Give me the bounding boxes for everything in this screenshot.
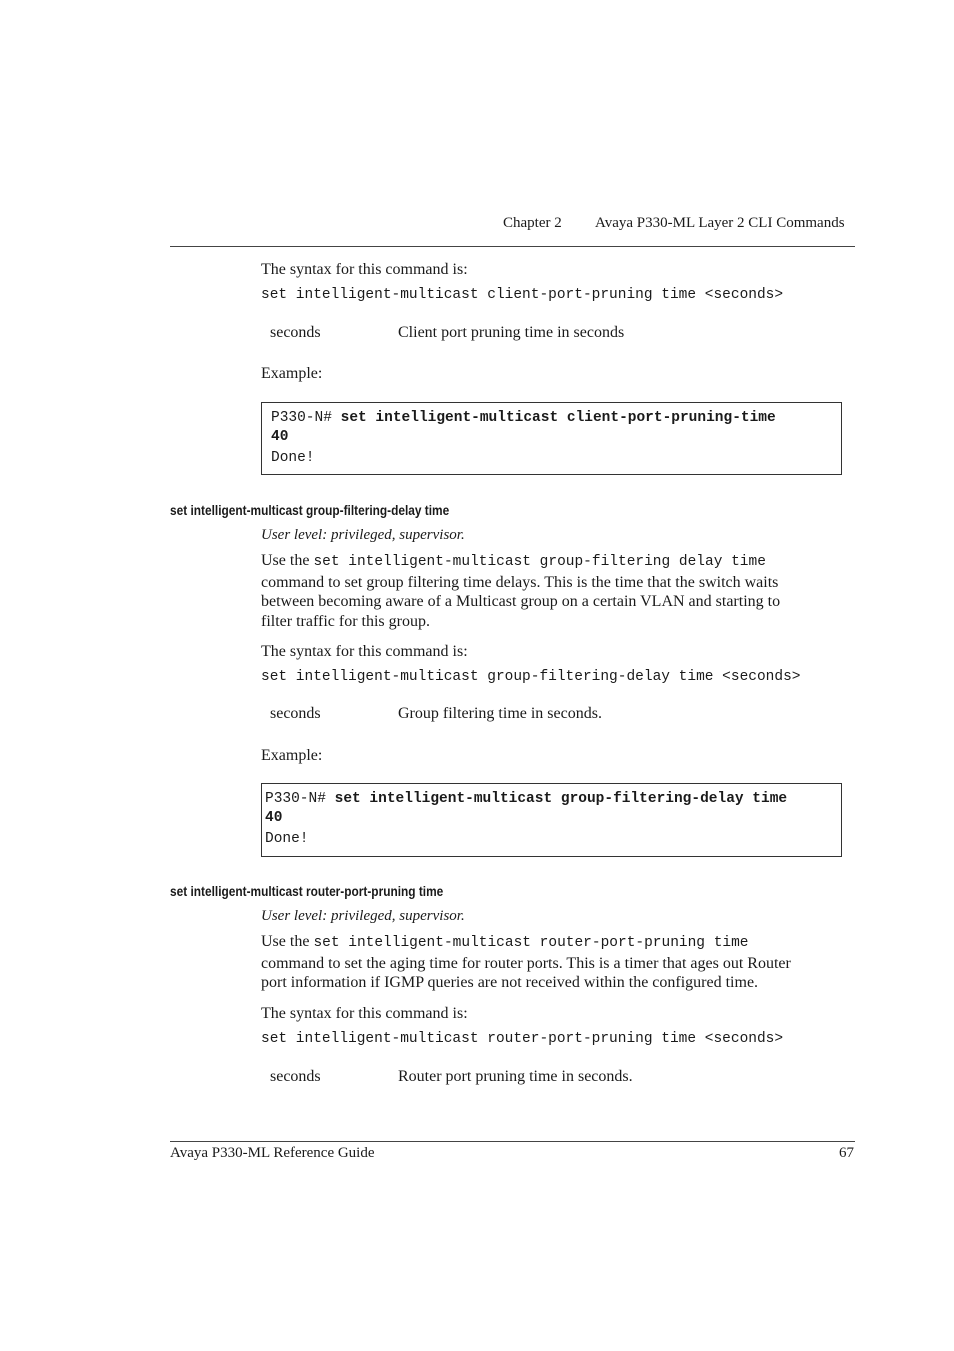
header-title: Avaya P330-ML Layer 2 CLI Commands — [595, 215, 845, 231]
inline-command: set intelligent-multicast router-port-pruning time — [313, 935, 749, 951]
param-name: seconds — [270, 705, 321, 722]
syntax-intro: The syntax for this command is: — [261, 261, 468, 278]
param-description: Client port pruning time in seconds — [398, 324, 625, 341]
param-name: seconds — [270, 1068, 321, 1085]
cli-output: Done! — [271, 450, 315, 466]
syntax-line: set intelligent-multicast client-port-pruning time <seconds> — [261, 287, 784, 303]
example-code-box — [261, 402, 842, 475]
syntax-line: set intelligent-multicast group-filtering-delay time <seconds> — [261, 669, 801, 685]
syntax-intro: The syntax for this command is: — [261, 1005, 468, 1022]
header-chapter: Chapter 2 — [503, 215, 562, 231]
inline-command: set intelligent-multicast group-filtering delay time — [313, 554, 766, 570]
description-line: command to set the aging time for router ports. This is a timer that ages out Router — [261, 954, 791, 972]
header-rule — [170, 246, 855, 247]
footer-rule — [170, 1141, 855, 1142]
code-line-1 — [271, 410, 776, 426]
cli-prompt: P330-N# — [265, 791, 326, 807]
description-paragraph — [261, 551, 851, 631]
user-level: User level: privileged, supervisor. — [261, 908, 465, 924]
code-line-1 — [265, 791, 787, 807]
cli-command: set intelligent-multicast group-filtering-delay time — [334, 791, 788, 807]
page-number: 67 — [839, 1145, 854, 1161]
section-heading: set intelligent-multicast group-filtering-delay time — [170, 503, 450, 518]
description-line: filter traffic for this group. — [261, 612, 430, 630]
description-paragraph — [261, 932, 851, 993]
cli-output: Done! — [265, 831, 309, 847]
param-description: Group filtering time in seconds. — [398, 705, 602, 722]
footer-guide-title: Avaya P330-ML Reference Guide — [170, 1145, 375, 1161]
cli-command-continued: 40 — [271, 429, 289, 445]
param-name: seconds — [270, 324, 321, 341]
example-label: Example: — [261, 747, 323, 764]
example-label: Example: — [261, 365, 323, 382]
syntax-line: set intelligent-multicast router-port-pruning time <seconds> — [261, 1031, 784, 1047]
cli-command: set intelligent-multicast client-port-pruning-time — [340, 410, 776, 426]
section-heading: set intelligent-multicast router-port-pruning time — [170, 884, 444, 899]
cli-command-continued: 40 — [265, 810, 283, 826]
user-level: User level: privileged, supervisor. — [261, 527, 465, 543]
syntax-intro: The syntax for this command is: — [261, 643, 468, 660]
cli-prompt: P330-N# — [271, 410, 332, 426]
description-line: Use the set intelligent-multicast group-filtering delay time — [261, 552, 766, 570]
param-description: Router port pruning time in seconds. — [398, 1068, 633, 1085]
description-line: Use the set intelligent-multicast router-port-pruning time — [261, 933, 749, 951]
description-line: between becoming aware of a Multicast group on a certain VLAN and starting to — [261, 593, 781, 610]
description-line: port information if IGMP queries are not received within the configured time. — [261, 974, 759, 991]
description-line: command to set group filtering time delays. This is the time that the switch waits — [261, 573, 779, 591]
example-code-box — [261, 783, 842, 857]
